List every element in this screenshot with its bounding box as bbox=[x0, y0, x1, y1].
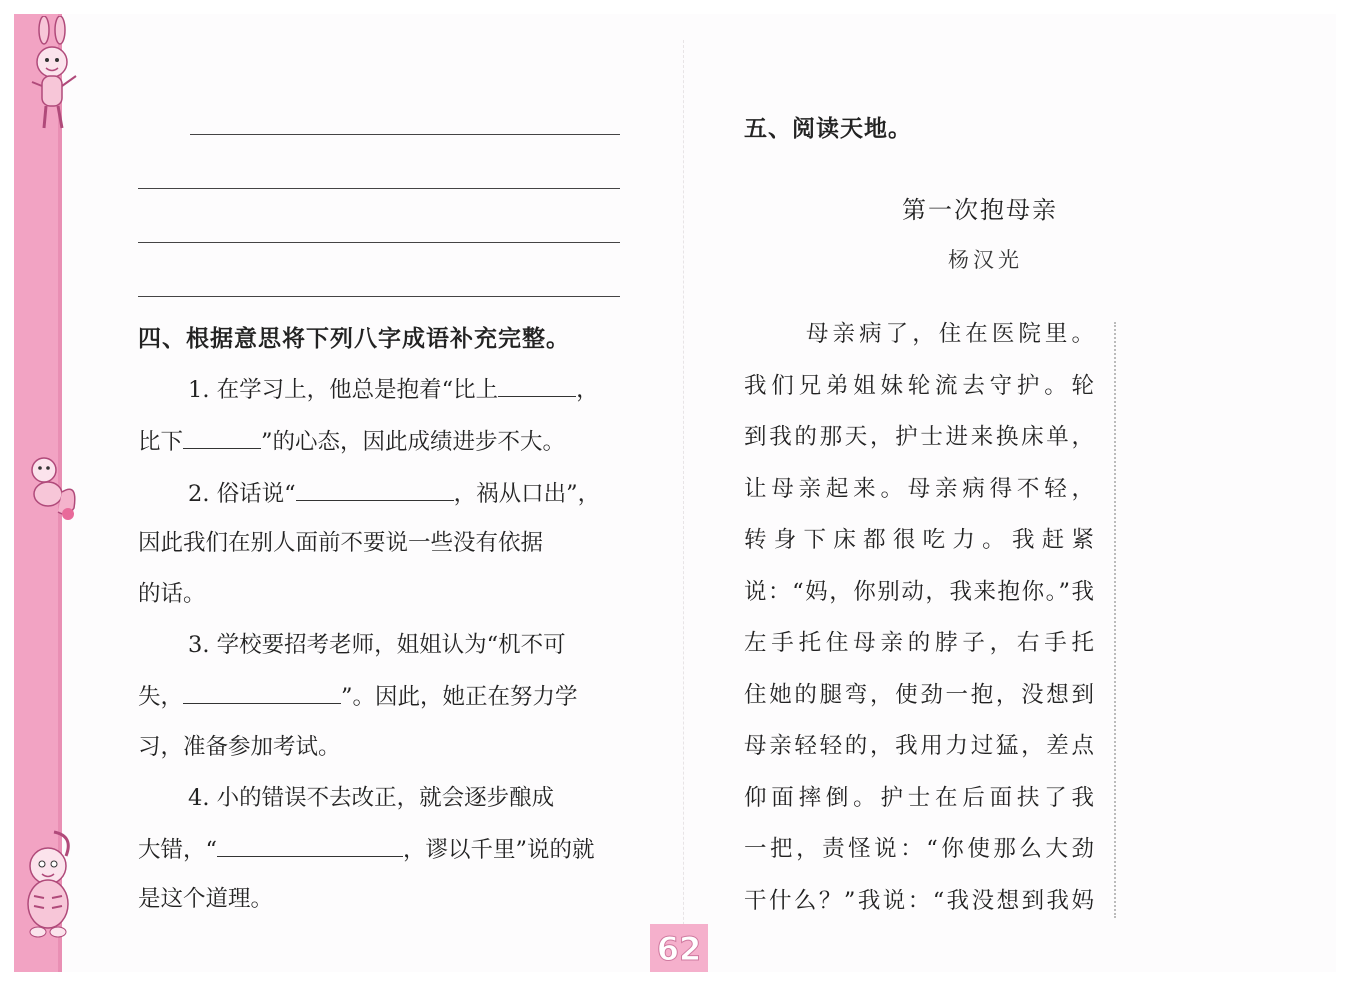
q2-line3: 的话。 bbox=[138, 581, 206, 607]
page-number: 62 bbox=[650, 924, 708, 972]
section5-heading: 五、阅读天地。 bbox=[744, 116, 912, 142]
q3-line2: 失， ”。因此，她正在努力学 bbox=[138, 681, 578, 712]
margin-dotted-line bbox=[1114, 322, 1116, 918]
answer-blank[interactable] bbox=[296, 478, 454, 501]
story-line: 转身下床都很吃力。我赶紧 bbox=[744, 527, 1094, 553]
writing-line bbox=[190, 134, 620, 135]
story-line: 仰面摔倒。护士在后面扶了我 bbox=[744, 785, 1094, 811]
q3-line1: 3. 学校要招考老师，姐姐认为“机不可 bbox=[188, 632, 566, 658]
story-line: 让母亲起来。母亲病得不轻， bbox=[744, 476, 1094, 502]
writing-line bbox=[138, 296, 620, 297]
story-line: 母亲病了，住在医院里。 bbox=[806, 321, 1094, 347]
answer-blank[interactable] bbox=[183, 681, 341, 704]
story-line: 到我的那天，护士进来换床单， bbox=[744, 424, 1094, 450]
answer-blank[interactable] bbox=[217, 834, 403, 857]
story-line: 干什么？”我说：“我没想到我妈 bbox=[744, 888, 1094, 914]
q1-line1: 1. 在学习上，他总是抱着“比上 ， bbox=[188, 374, 599, 405]
q3-line3: 习，准备参加考试。 bbox=[138, 734, 341, 760]
writing-line bbox=[138, 188, 620, 189]
story-line: 住她的腿弯，使劲一抱，没想到 bbox=[744, 682, 1094, 708]
story-title: 第一次抱母亲 bbox=[902, 196, 1058, 224]
section4-heading: 四、根据意思将下列八字成语补充完整。 bbox=[138, 326, 570, 352]
q1-line2: 比下 ”的心态，因此成绩进步不大。 bbox=[138, 426, 565, 457]
q2-line1: 2. 俗话说“ ，祸从口出”， bbox=[188, 478, 600, 509]
story-author: 杨汉光 bbox=[948, 248, 1023, 272]
q4-line3: 是这个道理。 bbox=[138, 886, 274, 912]
page-fold bbox=[683, 40, 684, 960]
q4-line2: 大错，“ ，谬以千里”说的就 bbox=[138, 834, 595, 865]
squirrel-cartoon-icon bbox=[18, 452, 82, 522]
story-line: 说：“妈，你别动，我来抱你。”我 bbox=[744, 579, 1094, 605]
writing-line bbox=[138, 242, 620, 243]
story-line: 左手托住母亲的脖子，右手托 bbox=[744, 630, 1094, 656]
answer-blank[interactable] bbox=[183, 426, 261, 449]
q2-line2: 因此我们在别人面前不要说一些没有依据 bbox=[138, 530, 544, 556]
story-line: 母亲轻轻的，我用力过猛，差点 bbox=[744, 733, 1094, 759]
q4-line1: 4. 小的错误不去改正，就会逐步酿成 bbox=[188, 785, 555, 811]
story-line: 一把，责怪说：“你使那么大劲 bbox=[744, 836, 1094, 862]
tiger-cartoon-icon bbox=[14, 826, 80, 944]
answer-blank[interactable] bbox=[498, 374, 576, 397]
rabbit-cartoon-icon bbox=[14, 16, 84, 136]
story-line: 我们兄弟姐妹轮流去守护。轮 bbox=[744, 373, 1094, 399]
